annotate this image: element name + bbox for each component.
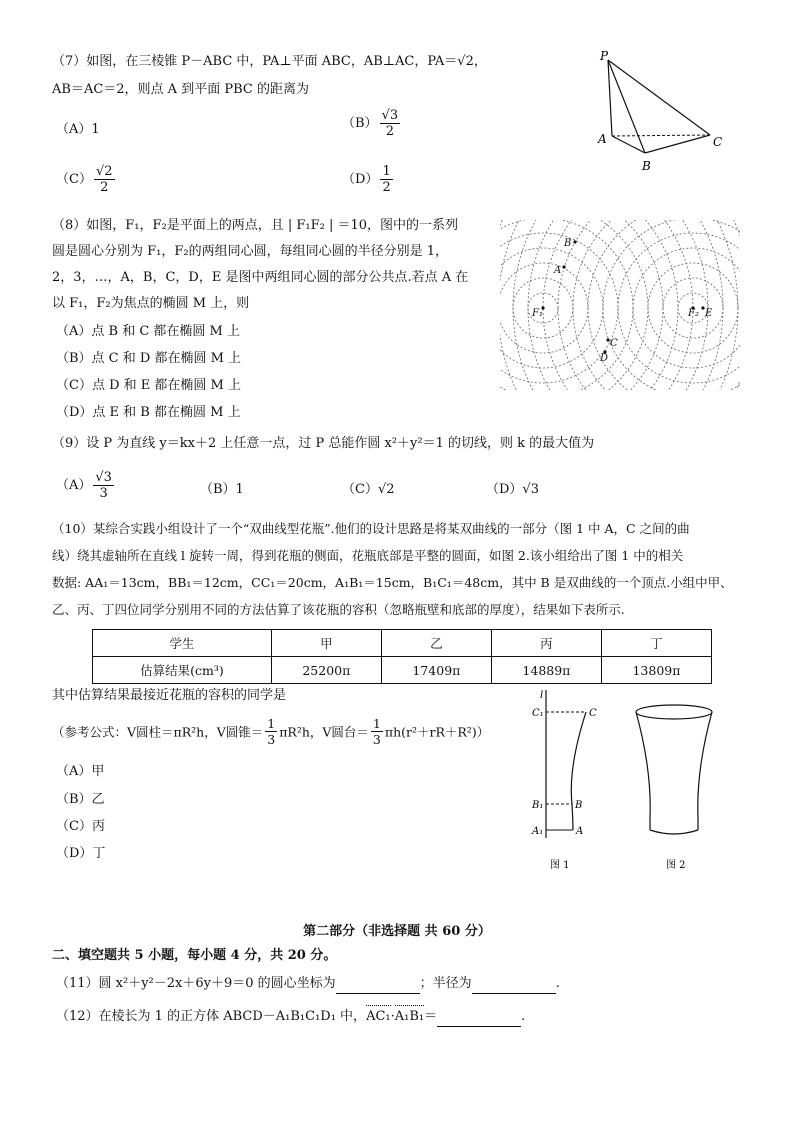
q8-option-d: （D）点 E 和 B 都在椭圆 M 上	[56, 405, 241, 420]
formula-mid: πR²h，V圆台＝	[279, 724, 369, 740]
vector-a1b1: A₁B₁	[395, 1007, 424, 1027]
numerator: √2	[95, 164, 113, 179]
q12-text: （12）在棱长为 1 的正方体 ABCD－A₁B₁C₁D₁ 中，	[56, 1009, 367, 1024]
q10-formula	[52, 716, 489, 747]
label-c: C	[713, 135, 723, 149]
table-cell: 13809π	[601, 657, 711, 684]
q8-line3: 2，3，…，A，B，C，D，E 是图中两组同心圆的部分公共点.若点 A 在	[52, 270, 469, 285]
concentric-circle	[500, 248, 603, 368]
q12-answer-blank[interactable]	[437, 1012, 521, 1027]
q10-question: 其中估算结果最接近花瓶的容积的同学是	[52, 688, 287, 703]
q8-line4: 以 F₁，F₂为焦点的椭圆 M 上，则	[52, 296, 250, 311]
q11-text-2: ；半径为	[419, 976, 472, 991]
option-label: （B）	[342, 116, 378, 131]
label-b: B	[642, 159, 651, 173]
table-cell: 估算结果(cm³)	[93, 657, 272, 684]
figure-2-caption: 图 2	[666, 860, 686, 871]
label-f2: F₂	[688, 308, 699, 319]
denominator: 2	[100, 180, 109, 195]
table-cell: 14889π	[491, 657, 601, 684]
estimate-results-table	[92, 629, 712, 684]
concentric-circle	[513, 220, 740, 390]
q8-concentric-circles-figure	[500, 220, 740, 390]
table-cell: 25200π	[271, 657, 381, 684]
concentric-circle	[500, 220, 708, 390]
fraction	[94, 164, 115, 195]
table-row	[93, 630, 712, 657]
q7-option-b	[342, 108, 402, 139]
numerator: √3	[381, 108, 399, 123]
numerator: √3	[95, 470, 112, 485]
denominator: 2	[382, 180, 391, 195]
fraction	[93, 470, 114, 501]
label-f1: F₁	[532, 308, 543, 319]
table-cell: 甲	[271, 630, 381, 657]
q10-figure-2-vase	[628, 700, 728, 873]
option-label: （D）	[342, 172, 379, 187]
denominator: 2	[385, 124, 394, 139]
fraction	[371, 716, 383, 747]
label-a: A	[598, 132, 607, 146]
q7-option-d	[342, 164, 395, 195]
table-cell: 丙	[491, 630, 601, 657]
q7-option-a: （A）1	[56, 122, 100, 137]
denominator: 3	[99, 486, 108, 501]
dot-operator: ·	[390, 1009, 395, 1024]
table-row	[93, 657, 712, 684]
denominator: 3	[372, 732, 381, 747]
q8-line2: 圆是圆心分别为 F₁，F₂的两组同心圆，每组同心圆的半径分别是 1，	[52, 244, 448, 259]
q10-option-a: （A）甲	[56, 764, 105, 779]
q10-line4: 乙、丙、丁四位同学分别用不同的方法估算了该花瓶的容积（忽略瓶壁和底部的厚度），结果如下表所示.	[52, 602, 625, 617]
q11-text: （11）圆 x²＋y²－2x＋6y＋9＝0 的圆心坐标为	[56, 976, 336, 991]
numerator: 1	[372, 716, 381, 731]
fraction	[380, 108, 401, 139]
part2-title: 第二部分（非选择题 共 60 分）	[303, 924, 491, 939]
label-e: E	[705, 308, 713, 319]
q7-option-c	[56, 164, 117, 195]
q11	[56, 974, 560, 994]
label-b: B	[575, 800, 583, 811]
q10-line3: 数据: AA₁＝13cm，BB₁＝12cm，CC₁＝20cm，A₁B₁＝15cm，B₁C₁＝48cm，其中 B 是双曲线的一个顶点.小组中甲、	[52, 575, 733, 590]
label-b1: B₁	[532, 800, 544, 811]
numerator: 1	[382, 164, 391, 179]
q10-option-d: （D）丁	[56, 846, 106, 861]
concentric-circle	[603, 220, 740, 390]
concentric-circle	[500, 220, 740, 390]
denominator: 3	[267, 732, 276, 747]
concentric-circle	[633, 248, 740, 368]
q10-line2: 线）绕其虚轴所在直线 l 旋转一周，得到花瓶的侧面，花瓶底部是平整的圆面，如图 2.该小组给出了图 1 中的相关	[52, 548, 684, 563]
q8-option-c: （C）点 D 和 E 都在椭圆 M 上	[56, 378, 241, 393]
label-b: B	[564, 238, 572, 249]
label-a1: A₁	[532, 826, 544, 837]
q7-line2: AB＝AC＝2，则点 A 到平面 PBC 的距离为	[52, 82, 309, 97]
q10-figure-1	[528, 688, 628, 873]
q9-option-d: （D）√3	[486, 482, 539, 497]
formula-suffix: πh(r²＋rR＋R²)）	[384, 724, 490, 740]
point-b	[573, 240, 576, 243]
q11-end: .	[555, 976, 560, 991]
fraction	[380, 164, 392, 195]
q9-line1: （9）设 P 为直线 y＝kx＋2 上任意一点，过 P 总能作圆 x²＋y²＝1 的切线，则 k 的最大值为	[52, 436, 595, 451]
concentric-circle	[500, 220, 723, 390]
label-c: C	[610, 338, 618, 349]
concentric-circle	[500, 220, 740, 390]
figure-1-caption: 图 1	[550, 860, 570, 871]
numerator: 1	[267, 716, 276, 731]
q7-tetrahedron-figure	[590, 48, 730, 178]
q9-option-b: （B）1	[200, 482, 244, 497]
concentric-circle	[500, 220, 693, 390]
fraction	[265, 716, 277, 747]
label-p: P	[600, 49, 609, 63]
q10-option-b: （B）乙	[56, 792, 105, 807]
q10-line1: （10）某综合实践小组设计了一个“双曲线型花瓶”.他们的设计思路是将某双曲线的一部分（图 1 中 A，C 之间的曲	[52, 521, 690, 536]
q8-option-b: （B）点 C 和 D 都在椭圆 M 上	[56, 351, 242, 366]
concentric-circle	[500, 220, 738, 390]
q7-line1: （7）如图，在三棱锥 P－ABC 中，PA⊥平面 ABC，AB⊥AC，PA＝√2，	[52, 54, 487, 69]
part2-section-heading: 二、填空题共 5 小题，每小题 4 分，共 20 分。	[52, 948, 337, 963]
q11-answer-blank-1[interactable]	[336, 979, 420, 994]
table-cell: 学生	[93, 630, 272, 657]
label-a: A	[576, 826, 584, 837]
table-cell: 丁	[601, 630, 711, 657]
q11-answer-blank-2[interactable]	[472, 979, 556, 994]
concentric-circle	[500, 220, 740, 390]
label-d: D	[600, 353, 609, 364]
q9-option-a	[56, 470, 116, 501]
q8-line1: （8）如图，F₁，F₂是平面上的两点，且 | F₁F₂ | ＝10，图中的一系列	[52, 218, 459, 233]
label-l: l	[540, 690, 544, 701]
table-cell: 乙	[381, 630, 491, 657]
point-a	[562, 265, 565, 268]
label-c: C	[589, 708, 597, 719]
concentric-circle	[500, 220, 648, 390]
concentric-circle	[573, 220, 740, 390]
concentric-circle	[588, 220, 740, 390]
formula-prefix: （参考公式：V圆柱＝πR²h，V圆锥＝	[52, 724, 264, 740]
label-a: A	[554, 265, 562, 276]
q12	[56, 1007, 525, 1027]
table-cell: 17409π	[381, 657, 491, 684]
hyperbola-curve	[571, 712, 586, 830]
vector-ac1: AC₁	[366, 1007, 391, 1027]
q12-end: .	[521, 1009, 526, 1024]
option-label: （A）	[56, 478, 92, 493]
q9-option-c: （C）√2	[342, 482, 395, 497]
option-label: （C）	[56, 172, 92, 187]
q8-option-a: （A）点 B 和 C 都在椭圆 M 上	[56, 324, 240, 339]
label-c1: C₁	[532, 708, 544, 719]
q10-option-c: （C）丙	[56, 819, 105, 834]
q12-equals: ＝	[424, 1009, 438, 1024]
